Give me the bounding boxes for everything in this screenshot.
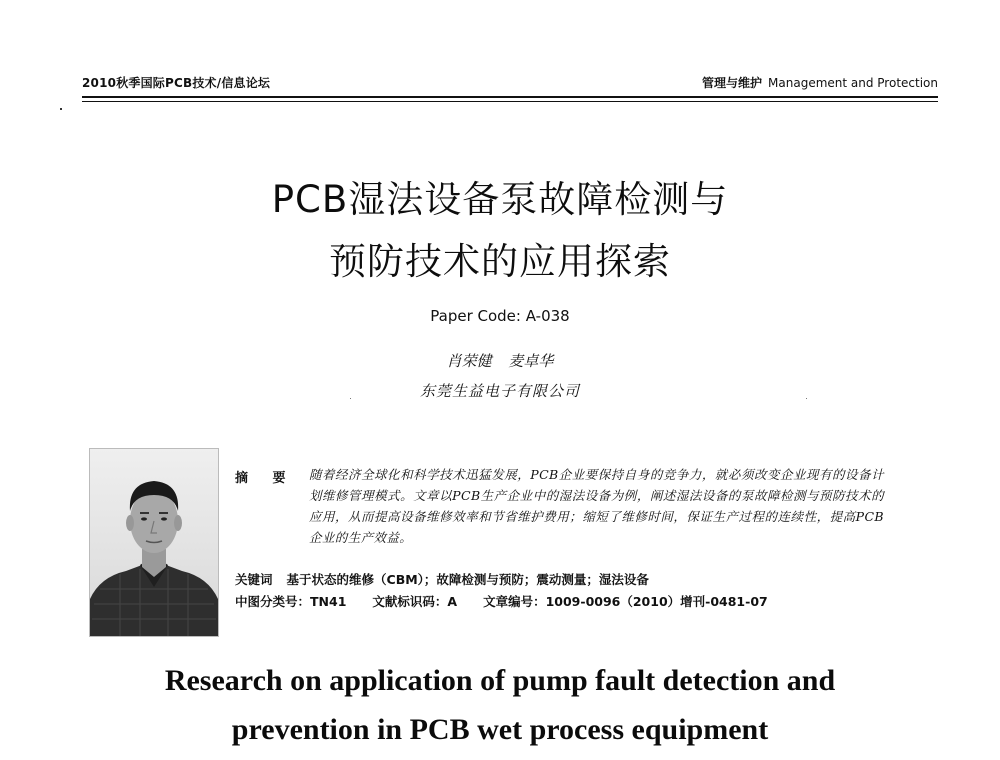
- article-number-label: 文章编号：: [483, 594, 546, 609]
- scan-speck: [806, 398, 807, 399]
- scan-speck: [350, 398, 351, 399]
- document-code: [372, 594, 461, 609]
- document-code-label: 文献标识码：: [372, 594, 448, 609]
- clc-label: 中图分类号：: [235, 594, 311, 609]
- article-number-value: 1009-0096（2010）增刊-0481-07: [545, 594, 768, 609]
- clc-number: [235, 594, 350, 609]
- forum-name: 2010秋季国际PCB技术/信息论坛: [82, 76, 271, 90]
- author-portrait-icon: [90, 449, 218, 636]
- keywords-label: 关键词: [235, 572, 273, 587]
- running-header: [82, 74, 938, 94]
- title-cn-line2: 预防技术的应用探索: [329, 240, 671, 283]
- clc-value: TN41: [310, 594, 347, 609]
- paper-code: Paper Code: A-038: [430, 307, 570, 325]
- header-rule-thin: [82, 101, 938, 102]
- title-cn-line1: PCB湿法设备泵故障检测与: [271, 178, 729, 221]
- header-rule-thick: [82, 96, 938, 98]
- keywords-row: [235, 570, 649, 588]
- keywords-value: 基于状态的维修（CBM）；故障检测与预防；震动测量；湿法设备: [286, 572, 649, 587]
- article-number: [483, 594, 768, 609]
- affiliation: 东莞生益电子有限公司: [419, 382, 580, 400]
- document-code-value: A: [447, 594, 458, 609]
- section-name-cn: 管理与维护: [702, 76, 763, 90]
- abstract-label: 摘 要: [235, 471, 296, 486]
- section-heading: [702, 74, 938, 91]
- title-en-line2: prevention in PCB wet process equipment: [231, 713, 769, 746]
- margin-speck: [60, 108, 62, 110]
- title-en-line1: Research on application of pump fault detection and: [164, 664, 836, 697]
- authors: 肖荣健 麦卓华: [446, 352, 554, 370]
- abstract-text: 随着经济全球化和科学技术迅猛发展，PCB企业要保持自身的竞争力，就必须改变企业现有的设备计划维修管理模式。文章以PCB生产企业中的湿法设备为例，阐述湿法设备的泵故障检测与预防技术的应用，从而提高设备维修效率和节省维护费用；缩短了维修时间，保证生产过程的连续性，提高PCB企业的生产效益。: [309, 467, 884, 545]
- author-photo: [89, 448, 219, 637]
- section-name-en: Management and Protection: [768, 76, 938, 90]
- classification-row: [235, 592, 790, 610]
